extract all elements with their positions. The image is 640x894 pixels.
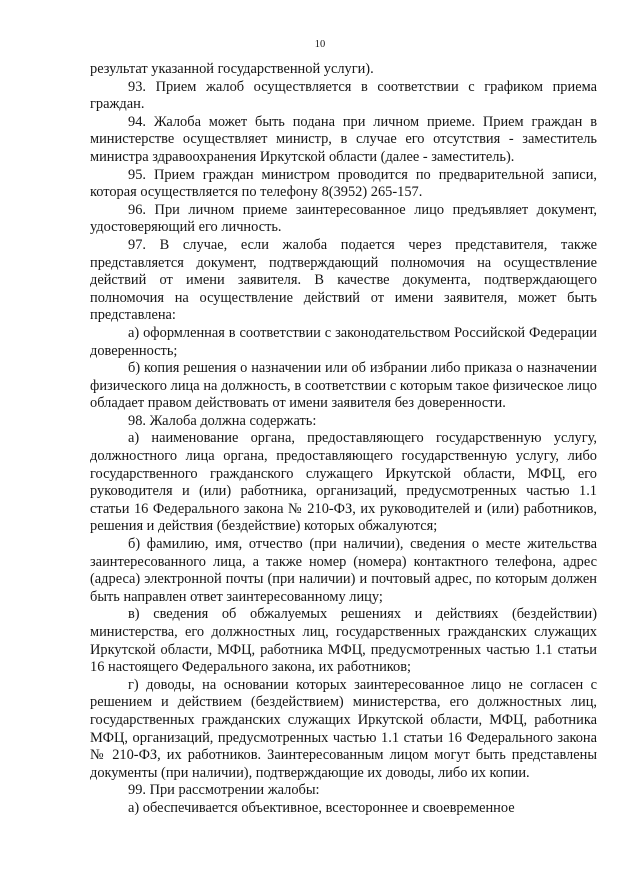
paragraph-94: 94. Жалоба может быть подана при личном приеме. Прием граждан в министерстве осуществляет министр, в случае его отсутствия - заместитель министра здравоохранения Иркутской области (далее - заместитель). (90, 113, 597, 165)
paragraph-98-b: б) фамилию, имя, отчество (при наличии), сведения о месте жительства заинтересованного лица, а также номер (номера) контактного телефона, адрес (адреса) электронной почты (при наличии) и почтовый адрес, по которым должен быть направлен ответ заинтересованному лицу; (90, 536, 597, 605)
paragraph-continuation: результат указанной государственной услуги). (90, 61, 374, 77)
document-body (90, 61, 597, 818)
paragraph-97: 97. В случае, если жалоба подается через представителя, также представляется документ, подтверждающий полномочия на осуществление действий от имени заявителя. В качестве документа, подтверждающего полномочия на осуществление действий от имени заявителя, может быть представлена: (90, 236, 597, 324)
paragraph-95: 95. Прием граждан министром проводится по предварительной записи, которая осуществляется по телефону 8(3952) 265-157. (90, 166, 597, 201)
paragraph-97-b: б) копия решения о назначении или об избрании либо приказа о назначении физического лица на должность, в соответствии с которым такое физическое лицо обладает правом действовать от имени заявителя без доверенности. (90, 360, 597, 412)
paragraph-98-c: в) сведения об обжалуемых решениях и действиях (бездействии) министерства, его должностных лиц, государственных гражданских служащих Иркутской области, МФЦ, работника МФЦ, предусмотренных частью 1.1 статьи 16 настоящего Федерального закона, их работников; (90, 606, 597, 676)
page-number: 10 (314, 39, 326, 50)
paragraph-98: 98. Жалоба должна содержать: (128, 412, 317, 429)
paragraph-98-a: а) наименование органа, предоставляющего государственную услугу, должностного лица органа, предоставляющего государственную услугу, либо государственного гражданского служащего Иркутской области, МФЦ, его руководителя и (или) работника, организаций, предусмотренных частью 1.1 статьи 16 Федерального закона № 210-ФЗ, их руководителей и (или) работников, решения и действия (бездействие) которых обжалуются; (90, 430, 597, 535)
paragraph-99: 99. При рассмотрении жалобы: (128, 782, 320, 799)
paragraph-97-a: а) оформленная в соответствии с законодательством Российской Федерации доверенность; (90, 324, 597, 359)
paragraph-93: 93. Прием жалоб осуществляется в соответствии с графиком приема граждан. (90, 78, 597, 113)
paragraph-99-a: а) обеспечивается объективное, всестороннее и своевременное (128, 799, 515, 816)
paragraph-98-d: г) доводы, на основании которых заинтересованное лицо не согласен с решением и действием (бездействием) министерства, его должностных лиц, государственных гражданских служащих Иркутской области, МФЦ, работника МФЦ, организаций, предусмотренных частью 1.1 статьи 16 Федерального закона № 210-ФЗ, их работников. Заинтересованным лицом могут быть представлены документы (при наличии), подтверждающие их доводы, либо их копии. (90, 676, 597, 781)
paragraph-96: 96. При личном приеме заинтересованное лицо предъявляет документ, удостоверяющий его личность. (90, 201, 597, 236)
